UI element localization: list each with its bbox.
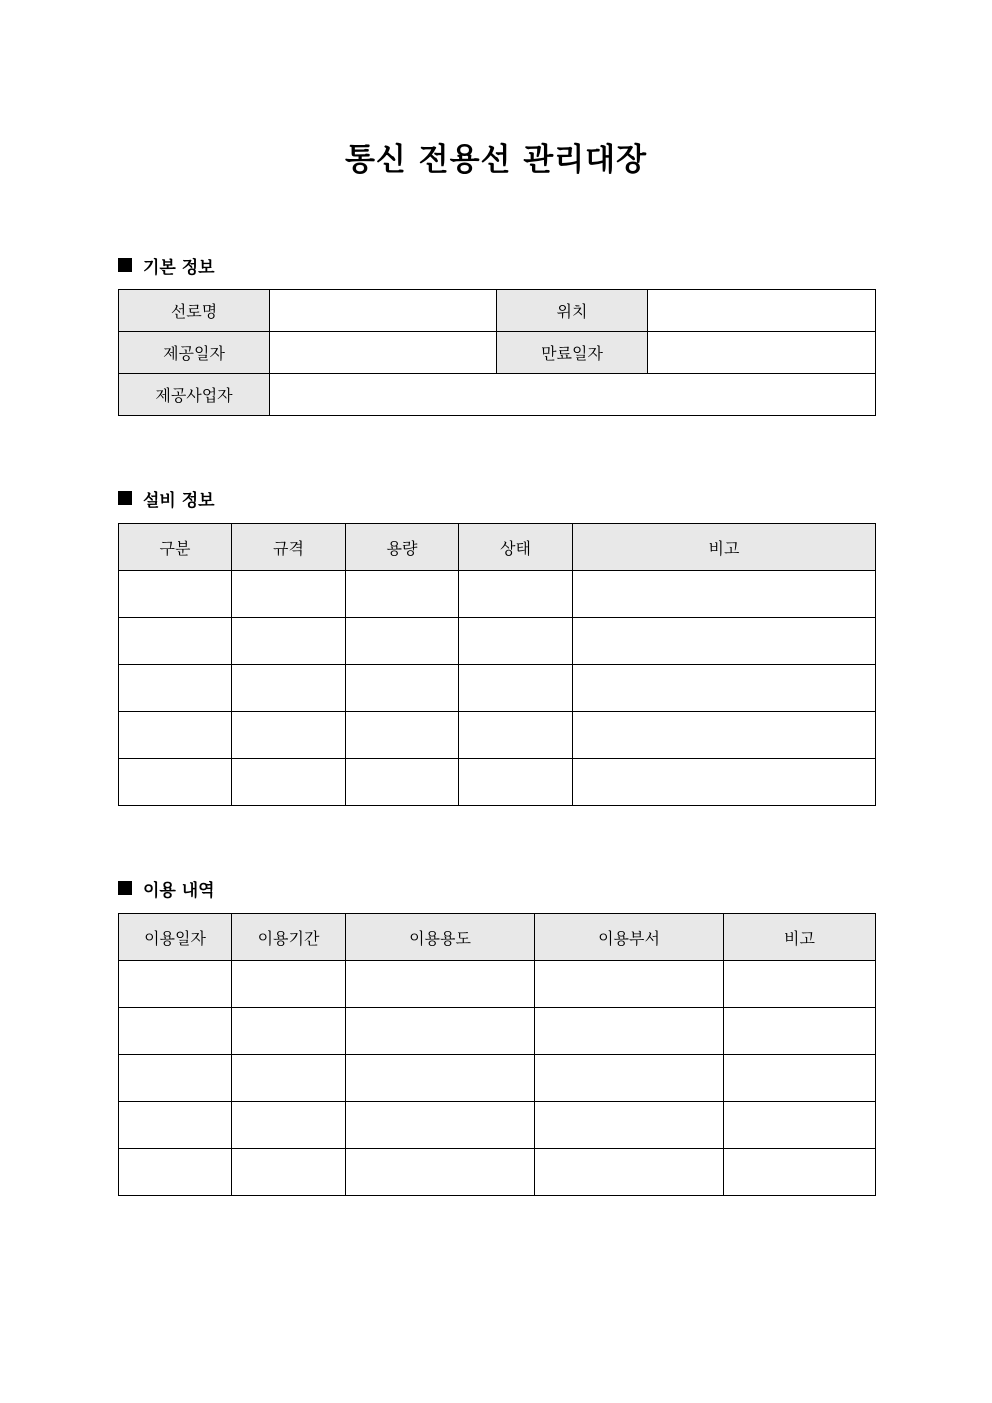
square-bullet-icon <box>118 258 132 272</box>
table-cell[interactable] <box>119 1055 232 1102</box>
table-cell[interactable] <box>346 712 459 759</box>
table-cell[interactable] <box>119 961 232 1008</box>
table-cell[interactable] <box>535 1102 724 1149</box>
table-row <box>119 571 876 618</box>
table-cell[interactable] <box>346 961 535 1008</box>
table-cell[interactable] <box>119 1008 232 1055</box>
label-provide-date: 제공일자 <box>119 332 270 374</box>
column-header: 이용일자 <box>119 914 232 961</box>
table-cell[interactable] <box>535 1055 724 1102</box>
line-name-field[interactable] <box>270 290 497 332</box>
column-header: 이용기간 <box>232 914 346 961</box>
table-row <box>119 1102 876 1149</box>
table-cell[interactable] <box>119 618 232 665</box>
section-heading-usage <box>118 876 215 900</box>
provide-date-field[interactable] <box>270 332 497 374</box>
table-row <box>119 1055 876 1102</box>
table-row <box>119 374 876 416</box>
section-heading-label: 설비 정보 <box>143 490 215 511</box>
table-row <box>119 1008 876 1055</box>
table-cell[interactable] <box>573 665 876 712</box>
table-cell[interactable] <box>232 1149 346 1196</box>
section-heading-equipment <box>118 486 215 510</box>
table-cell[interactable] <box>232 1008 346 1055</box>
table-cell[interactable] <box>535 1008 724 1055</box>
column-header: 비고 <box>573 524 876 571</box>
section-heading-label: 이용 내역 <box>143 880 215 901</box>
table-cell[interactable] <box>346 618 459 665</box>
table-cell[interactable] <box>232 1055 346 1102</box>
table-cell[interactable] <box>232 665 346 712</box>
column-header: 규격 <box>232 524 346 571</box>
table-cell[interactable] <box>459 618 573 665</box>
section-heading-basic <box>118 253 215 277</box>
table-row <box>119 1149 876 1196</box>
table-cell[interactable] <box>724 1055 876 1102</box>
column-header: 이용용도 <box>346 914 535 961</box>
table-cell[interactable] <box>459 759 573 806</box>
column-header: 비고 <box>724 914 876 961</box>
table-cell[interactable] <box>119 1149 232 1196</box>
square-bullet-icon <box>118 881 132 895</box>
table-cell[interactable] <box>573 571 876 618</box>
table-cell[interactable] <box>119 712 232 759</box>
table-cell[interactable] <box>535 1149 724 1196</box>
equipment-table <box>118 523 876 806</box>
label-line-name: 선로명 <box>119 290 270 332</box>
table-cell[interactable] <box>119 1102 232 1149</box>
table-cell[interactable] <box>346 1008 535 1055</box>
page-title: 통신 전용선 관리대장 <box>344 142 648 178</box>
table-cell[interactable] <box>724 1149 876 1196</box>
provider-field[interactable] <box>270 374 876 416</box>
table-cell[interactable] <box>232 618 346 665</box>
location-field[interactable] <box>648 290 876 332</box>
table-cell[interactable] <box>346 571 459 618</box>
table-cell[interactable] <box>346 665 459 712</box>
table-cell[interactable] <box>573 712 876 759</box>
table-cell[interactable] <box>232 759 346 806</box>
table-row <box>119 759 876 806</box>
table-row <box>119 712 876 759</box>
table-cell[interactable] <box>459 665 573 712</box>
table-cell[interactable] <box>346 759 459 806</box>
column-header: 구분 <box>119 524 232 571</box>
table-row <box>119 961 876 1008</box>
table-header-row <box>119 524 876 571</box>
table-cell[interactable] <box>119 759 232 806</box>
table-cell[interactable] <box>232 961 346 1008</box>
column-header: 상태 <box>459 524 573 571</box>
table-cell[interactable] <box>346 1055 535 1102</box>
table-cell[interactable] <box>119 665 232 712</box>
table-row <box>119 665 876 712</box>
label-expire-date: 만료일자 <box>497 332 648 374</box>
table-cell[interactable] <box>459 571 573 618</box>
column-header: 이용부서 <box>535 914 724 961</box>
table-cell[interactable] <box>724 961 876 1008</box>
label-provider: 제공사업자 <box>119 374 270 416</box>
table-cell[interactable] <box>119 571 232 618</box>
table-header-row <box>119 914 876 961</box>
table-cell[interactable] <box>535 961 724 1008</box>
table-cell[interactable] <box>724 1008 876 1055</box>
table-cell[interactable] <box>232 1102 346 1149</box>
column-header: 용량 <box>346 524 459 571</box>
table-cell[interactable] <box>346 1149 535 1196</box>
label-location: 위치 <box>497 290 648 332</box>
usage-history-table <box>118 913 876 1196</box>
square-bullet-icon <box>118 491 132 505</box>
table-row <box>119 290 876 332</box>
table-cell[interactable] <box>573 618 876 665</box>
table-row <box>119 618 876 665</box>
table-cell[interactable] <box>724 1102 876 1149</box>
section-heading-label: 기본 정보 <box>143 257 215 278</box>
table-cell[interactable] <box>232 712 346 759</box>
expire-date-field[interactable] <box>648 332 876 374</box>
table-cell[interactable] <box>346 1102 535 1149</box>
table-cell[interactable] <box>573 759 876 806</box>
table-cell[interactable] <box>232 571 346 618</box>
table-row <box>119 332 876 374</box>
basic-info-table <box>118 289 876 416</box>
table-cell[interactable] <box>459 712 573 759</box>
